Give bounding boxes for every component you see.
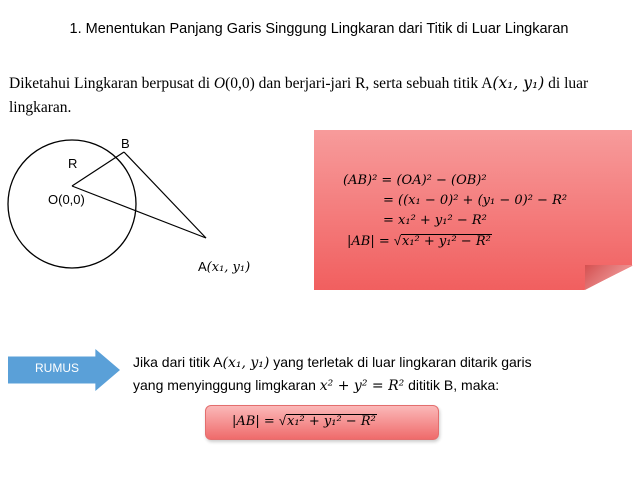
description-line-2 [133,374,613,397]
description-line-1-point: (x₁, y₁) [222,355,270,371]
label-r: R [68,156,78,171]
result-formula [232,413,377,429]
label-b: B [121,136,130,151]
derivation-line-4-radicand: x₁² + y₁² − R² [402,234,491,249]
result-formula-radicand: x₁² + y₁² − R² [287,414,376,429]
description-line-2-a: yang menyinggung limgkaran [133,377,320,393]
label-o: O(0,0) [48,192,85,207]
result-sqrt-symbol: √ [278,413,286,428]
description-line-1-a: Jika dari titik A [133,354,223,370]
derivation-line-3 [383,212,487,228]
derivation-line-1 [343,172,487,188]
formula-description [133,351,613,397]
intro-text-1: Diketahui Lingkaran berpusat di [9,75,211,92]
label-a-coords: (x₁, y₁) [206,260,251,275]
description-line-2-b: dititik B, maka: [404,377,500,393]
circle-equation: x² + y² = R² [319,378,405,394]
intro-text-2: dan berjari-jari R, serta sebuah titik A [254,75,493,92]
point-coords: (x₁, y₁) [492,74,545,92]
radius-line [72,152,124,186]
rumus-label: RUMUS [35,361,79,375]
sqrt-symbol: √ [393,233,401,248]
derivation-line-1-rhs: (OA)² − (OB)² [396,173,487,188]
page-title: 1. Menentukan Panjang Garis Singgung Lingkaran dari Titik di Luar Lingkaran [69,21,569,37]
derivation-line-1-lhs: (AB)² = [343,173,397,188]
result-formula-lhs: |AB| = [232,414,279,429]
tangent-line-ab [124,152,206,238]
label-a [198,259,250,275]
label-a-prefix: A [198,259,207,274]
center-symbol: O [213,75,226,92]
description-line-1-b: yang terletak di luar lingkaran ditarik garis [269,354,532,370]
center-coords: (0,0) [225,75,255,92]
derivation-line-2 [383,192,567,208]
derivation-line-4-lhs: |AB| = [347,234,394,249]
description-line-1 [133,351,613,374]
derivation-line-3-text: = x₁² + y₁² − R² [383,213,487,228]
intro-text-3: di luar lingkaran. [9,75,589,116]
derivation-line-2-text: = ((x₁ − 0)² + (y₁ − 0)² − R² [383,193,568,208]
derivation-line-4 [347,233,492,249]
segment-oa [72,186,206,238]
derivation-card [314,130,632,290]
